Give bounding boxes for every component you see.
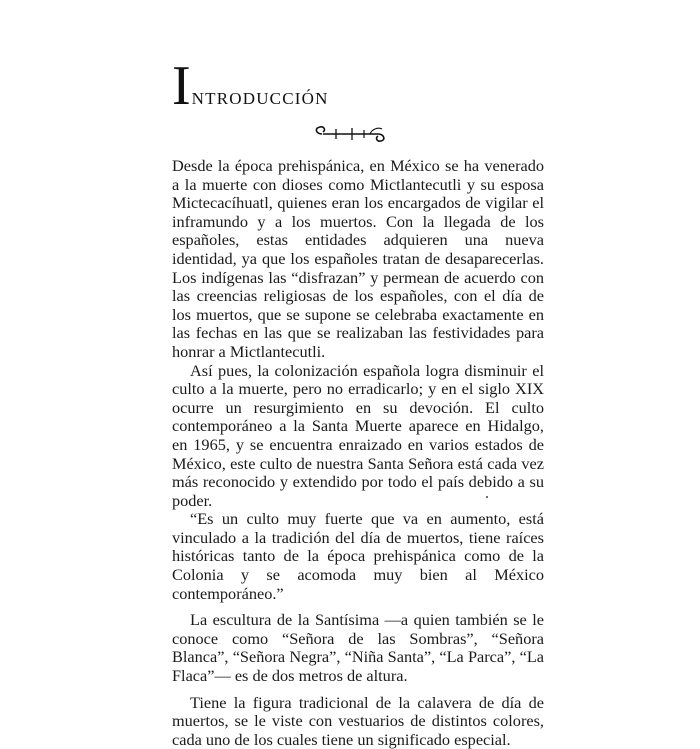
- title-rest: ntroducción: [191, 84, 329, 110]
- ink-speck: [486, 496, 488, 498]
- paragraph-4: La escultura de la Santísima —a quien también se le conoce como “Señora de las Sombras”, “Señora Blanca”, “Señora Negra”, “Niña Santa”, “La Parca”, “La Flaca”— es de dos metros de altura.: [172, 610, 544, 686]
- paragraph-2: Así pues, la colonización española logra disminuir el culto a la muerte, pero no erradicarlo; y en el siglo XIX ocurre un resurgimiento en su devoción. El culto contemporáneo a la Santa Muerte aparece en Hidalgo, en 1965, y se encuentra enraizado en varios estados de México, este culto de nuestra Santa Señora está cada vez más reconocido y extendido por todo el país debido a su poder.: [172, 360, 544, 510]
- paragraph-3: “Es un culto muy fuerte que va en aumento, está vinculado a la tradición del día de muertos, tiene raíces históricas tanto de la época prehispánica como de la Colonia y se acomoda muy bien al México contemporáneo.”: [172, 509, 544, 603]
- flourish-ornament-icon: [312, 120, 390, 146]
- paragraph-1: Desde la época prehispánica, en México se ha venerado a la muerte con dioses como Mictlantecutli y su esposa Mictecacíhuatl, quienes eran los encargados de vigilar el inframundo y a los muertos. Con la llegada de los españoles, estas entidades adquieren una nueva identidad, ya que los españoles tratan de desaparecerlas. Los indígenas las “disfrazan” y permean de acuerdo con las creencias religiosas de los españoles, con el día de los muertos, que se supone se celebraba exactamente en las fechas en las que se realizaban las festividades para honrar a Mictlantecutli.: [172, 156, 544, 361]
- chapter-title: [172, 55, 329, 117]
- paragraph-5: Tiene la figura tradicional de la calavera de día de muertos, se le viste con vestuarios de distintos colores, cada uno de los cuales tiene un significado especial.: [172, 692, 544, 749]
- body-text: [172, 157, 544, 749]
- title-drop-initial: I: [172, 55, 192, 117]
